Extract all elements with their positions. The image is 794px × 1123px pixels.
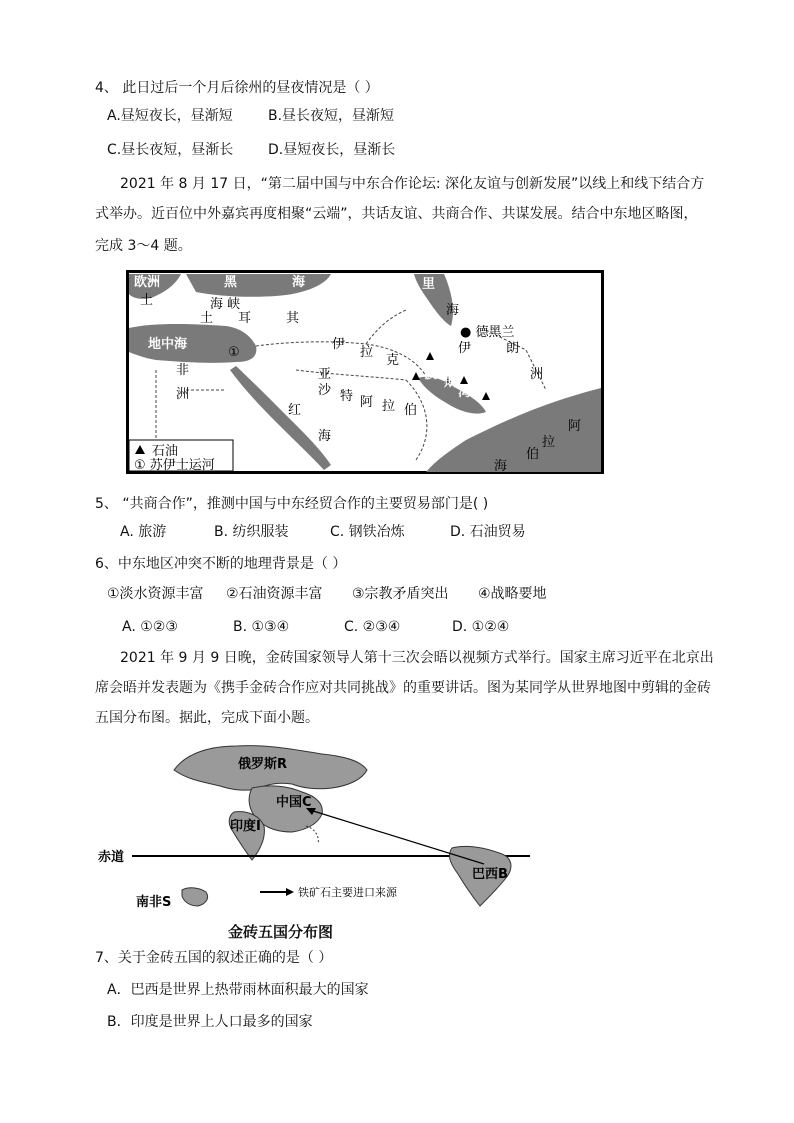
q6-option-d: D. ①②④	[452, 619, 510, 635]
q6-item-2: ②石油资源丰富	[226, 586, 323, 602]
label-iran-1: 伊	[458, 341, 472, 356]
q5-option-d: D. 石油贸易	[450, 524, 526, 540]
label-asia-1: 亚	[318, 367, 332, 382]
q5-option-b: B. 纺织服装	[214, 524, 289, 540]
label-iran-2: 朗	[506, 341, 520, 356]
label-africa-2: 洲	[176, 387, 190, 402]
q7-option-a: A．巴西是世界上热带雨林面积最大的国家	[107, 982, 369, 998]
label-iraq-2: 拉	[360, 345, 374, 360]
legend-oil: 石油	[152, 444, 179, 459]
label-persian-1: 波	[424, 367, 438, 382]
q5-option-c: C. 钢铁冶炼	[330, 524, 405, 540]
q6-item-1: ①淡水资源丰富	[107, 586, 204, 602]
label-iraq-1: 伊	[332, 337, 346, 352]
q4-option-d: D.昼短夜长，昼渐长	[268, 142, 396, 158]
label-black-sea-1: 黑	[224, 275, 238, 290]
q7-option-b: B．印度是世界上人口最多的国家	[107, 1014, 313, 1030]
label-caspian-1: 里	[422, 277, 436, 292]
brics-map	[92, 740, 532, 910]
label-med-sea: 地中海	[148, 337, 188, 352]
q6-option-b: B. ①③④	[233, 619, 290, 635]
label-equator: 赤道	[98, 850, 125, 865]
label-strait: 海 峡	[210, 297, 241, 312]
passage2-line2: 席会晤并发表题为《携手金砖合作应对共同挑战》的重要讲话。图为某同学从世界地图中剪辑的金砖	[95, 680, 711, 696]
label-arabian-3: 伯	[526, 447, 540, 462]
label-canal-marker: ①	[228, 345, 240, 360]
passage1-line3: 完成 3～4 题。	[95, 238, 192, 254]
q4-option-b: B.昼长夜短，昼渐短	[268, 108, 395, 124]
label-tehran: ● 德黑兰	[460, 325, 515, 340]
label-india: 印度I	[230, 819, 261, 834]
label-saudi-3: 阿	[360, 395, 374, 410]
label-saudi-1: 沙	[318, 383, 332, 398]
label-saudi-4: 拉	[382, 399, 396, 414]
q4-stem: 4、 此日过后一个月后徐州的昼夜情况是（ ）	[95, 80, 379, 96]
middle-east-map	[126, 270, 604, 474]
brics-map-caption: 金砖五国分布图	[228, 923, 334, 941]
label-iraq-3: 克	[386, 353, 400, 368]
q5-stem: 5、 “共商合作”，推测中国与中东经贸合作的主要贸易部门是( )	[95, 496, 489, 512]
label-persian-3: 湾	[458, 385, 472, 400]
passage2-line1: 2021 年 9 月 9 日晚，金砖国家领导人第十三次会晤以视频方式举行。国家主席习近平在北京出	[120, 650, 714, 666]
label-turkey-1: 土	[200, 311, 214, 326]
map1-legend	[129, 440, 233, 473]
label-arabian-1: 阿	[568, 419, 582, 434]
q7-stem: 7、关于金砖五国的叙述正确的是（ ）	[95, 950, 333, 966]
label-persian-2: 斯	[444, 375, 458, 390]
legend-canal: ① 苏伊士运河	[134, 458, 215, 473]
label-arrow-legend: 铁矿石主要进口来源	[298, 886, 397, 899]
label-saudi-5: 伯	[404, 403, 418, 418]
passage1-line1: 2021 年 8 月 17 日，“第二届中国与中东合作论坛: 深化友谊与创新发展”以线上和线下结合方	[120, 176, 705, 192]
label-russia: 俄罗斯R	[238, 757, 288, 772]
label-black-sea-2: 海	[292, 275, 306, 290]
label-turkey-2: 耳	[238, 311, 252, 326]
label-asia-2: 洲	[530, 367, 544, 382]
q6-option-c: C. ②③④	[344, 619, 401, 635]
q6-item-3: ③宗教矛盾突出	[352, 586, 449, 602]
passage2-line3: 五国分布图。据此，完成下面小题。	[95, 710, 319, 726]
label-red-sea-1: 红	[288, 403, 302, 418]
q5-option-a: A. 旅游	[120, 524, 167, 540]
label-europe: 欧洲	[134, 275, 161, 290]
label-red-sea-2: 海	[318, 429, 332, 444]
label-africa-1: 非	[176, 363, 190, 378]
passage1-line2: 式举办。近百位中外嘉宾再度相聚“云端”，共话友谊、共商合作、共谋发展。结合中东地区略图，	[95, 206, 698, 222]
label-brazil: 巴西B	[472, 867, 508, 882]
label-arabian-2: 拉	[542, 435, 556, 450]
label-south-africa: 南非S	[136, 895, 172, 910]
label-arabian-4: 海	[494, 459, 508, 474]
q6-item-4: ④战略要地	[478, 586, 547, 602]
label-saudi-2: 特	[340, 389, 354, 404]
q4-option-a: A.昼短夜长，昼渐短	[107, 108, 233, 124]
q6-option-a: A. ①②③	[122, 619, 178, 635]
label-turkey-3: 其	[286, 311, 300, 326]
label-tu-fragment: 土	[140, 293, 154, 308]
q6-stem: 6、中东地区冲突不断的地理背景是（ ）	[95, 556, 347, 572]
q4-option-c: C.昼长夜短，昼渐长	[107, 142, 234, 158]
label-china: 中国C	[276, 795, 312, 810]
label-caspian-2: 海	[446, 303, 460, 318]
